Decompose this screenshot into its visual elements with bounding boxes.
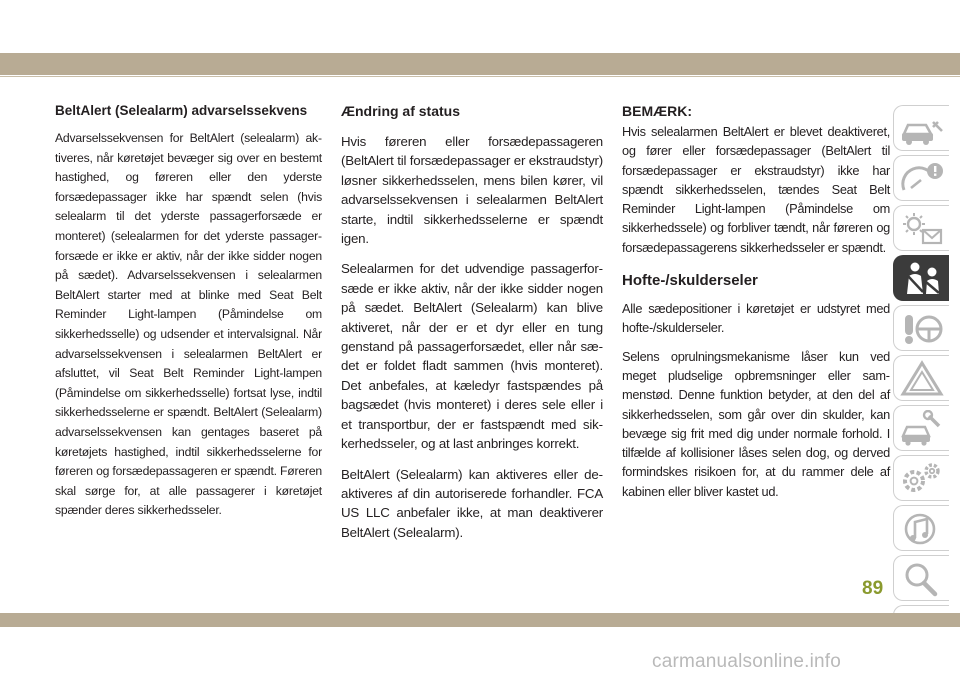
gears-icon bbox=[899, 460, 945, 498]
paragraph-unbuckle: Hvis føreren eller forsædepassageren (BeltAlert til forsædepassager er ekstraudstyr) løsner sikkerhedsselen, mens bilen kører, vil advarselssekvensen i selealarmen BeltAlert starte, indtil sikkerhedsselerne er spændt igen. bbox=[341, 134, 603, 247]
top-margin bbox=[0, 0, 960, 53]
car-wrench-icon bbox=[899, 410, 945, 448]
tab-servicing[interactable] bbox=[893, 405, 949, 451]
sun-envelope-icon bbox=[899, 210, 945, 248]
watermark: carmanualsonline.info bbox=[652, 651, 842, 672]
page-number: 89 bbox=[862, 578, 884, 599]
note-text: Hvis selealarmen BeltAlert er blevet deaktiveret, og fører eller forsædepassager (BeltAlert til forsædepassager er ekstraudstyr) ikke har spændt sikkerhedsselen, tændes Seat Belt Reminder Light-lampen (Påmindelse om sikkerhedssele) og forbliver tændt, når føreren og forsædepassagerens sikkerhedsseler er spændt. bbox=[622, 124, 890, 255]
music-nav-icon bbox=[899, 510, 945, 548]
note-heading: BEMÆRK: bbox=[622, 103, 692, 119]
column-middle bbox=[341, 102, 603, 542]
paragraph-beltalert-sequence: Advarselssekvensen for BeltAlert (selealarm) aktiveres, når køretøjet bevæger sig over en bestemt hastighed, og føreren eller den yderste forsædepassager ikke har spændt selen (hvis selealarm til det yderste passagerforsæde er monteret) (selealarmen for det yderste passagerforsæde er ikke er aktiv, når der ikke sidder nogen på sædet). Advarselssekvensen i selealarmen BeltAlert starter med at blinke med Seat Belt Reminder Light-lampen (Påmindelse om sikkerhedsselle) og udsender et intervalsignal. Når advarselssekvensen i selealarmen BeltAlert er afsluttet, vil Seat Belt Reminder Light-lampen (Påmindelse om sikkerhedsselle) fortsat lyse, indtil sikkerhedsselerne er spændt. BeltAlert (Selealarm) advarselssekvensen kan gentages baseret på køretøjets hastighed, indtil sikkerhedsselerne for føreren og forsædepassageren er spændt. Føreren skal sørge for, at alle passagerer i køretøjet spænder deres sikkerhedsseler. bbox=[55, 131, 322, 518]
paragraph-dealer: BeltAlert (Selealarm) kan aktiveres eller deaktiveres af din autoriserede forhandler. FCA US LLC anbefaler ikke, at man deaktiverer BeltAlert (Selealarm). bbox=[341, 466, 603, 540]
tab-lights-messages[interactable] bbox=[893, 205, 949, 251]
section-heading-status-change: Ændring af status bbox=[341, 103, 461, 119]
section-heading-lap-shoulder: Hofte-/skulderseler bbox=[622, 272, 758, 290]
tab-safety[interactable] bbox=[893, 255, 949, 301]
tab-dashboard[interactable] bbox=[893, 155, 949, 201]
magnifier-icon bbox=[899, 560, 945, 598]
footer-band bbox=[0, 613, 960, 627]
chapter-tabs bbox=[893, 105, 952, 655]
section-heading-beltalert: BeltAlert (Selealarm) advarselssekvens bbox=[55, 103, 308, 118]
column-left bbox=[55, 102, 322, 521]
column-right bbox=[622, 102, 890, 510]
tab-emergency[interactable] bbox=[893, 355, 949, 401]
seatbelt-airbag-icon bbox=[899, 260, 945, 298]
tab-multimedia[interactable] bbox=[893, 505, 949, 551]
tab-customer-assistance[interactable] bbox=[893, 555, 949, 601]
paragraph-retractor: Selens oprulningsmekanisme låser kun ved meget pludselige opbremsninger eller sammenstød. Denne funktion betyder, at den del af sikkerhedsselen, som går over din skulder, kan bevæge sig frit med dig under normale forhold. I tilfælde af kollisioner låses selen dog, og derved formindskes risikoen for, at du rammer dele af kabinen eller bliver kastet ud. bbox=[622, 348, 890, 499]
steering-key-icon bbox=[899, 310, 945, 348]
car-key-icon bbox=[899, 110, 945, 148]
header-rule bbox=[0, 76, 960, 77]
paragraph-passenger-seat: Selealarmen for det udvendige passagerforsæde er ikke aktiv, når der ikke sidder nogen på sædet. BeltAlert (Selealarm) kan blive aktiveret, når der er et dyr eller en tung genstand på passagerforsædet, eller når sædet er foldet fladt sammen (hvis monteret). Det anbefales, at kæledyr fastspændes på bagsædet (hvis monteret) i deres sele eller i et transportbur, der er fastspændt med sikkerhedsseler, og at last anbringes korrekt. bbox=[341, 261, 603, 452]
tab-technical-specs[interactable] bbox=[893, 455, 949, 501]
header-band bbox=[0, 53, 960, 75]
dashboard-warning-icon bbox=[899, 160, 945, 198]
tab-vehicle-intro[interactable] bbox=[893, 105, 949, 151]
paragraph-all-seats: Alle sædepositioner i køretøjet er udstyret med hofte-/skulderseler. bbox=[622, 301, 890, 336]
tab-starting-operating[interactable] bbox=[893, 305, 949, 351]
hazard-triangle-icon bbox=[899, 360, 945, 398]
